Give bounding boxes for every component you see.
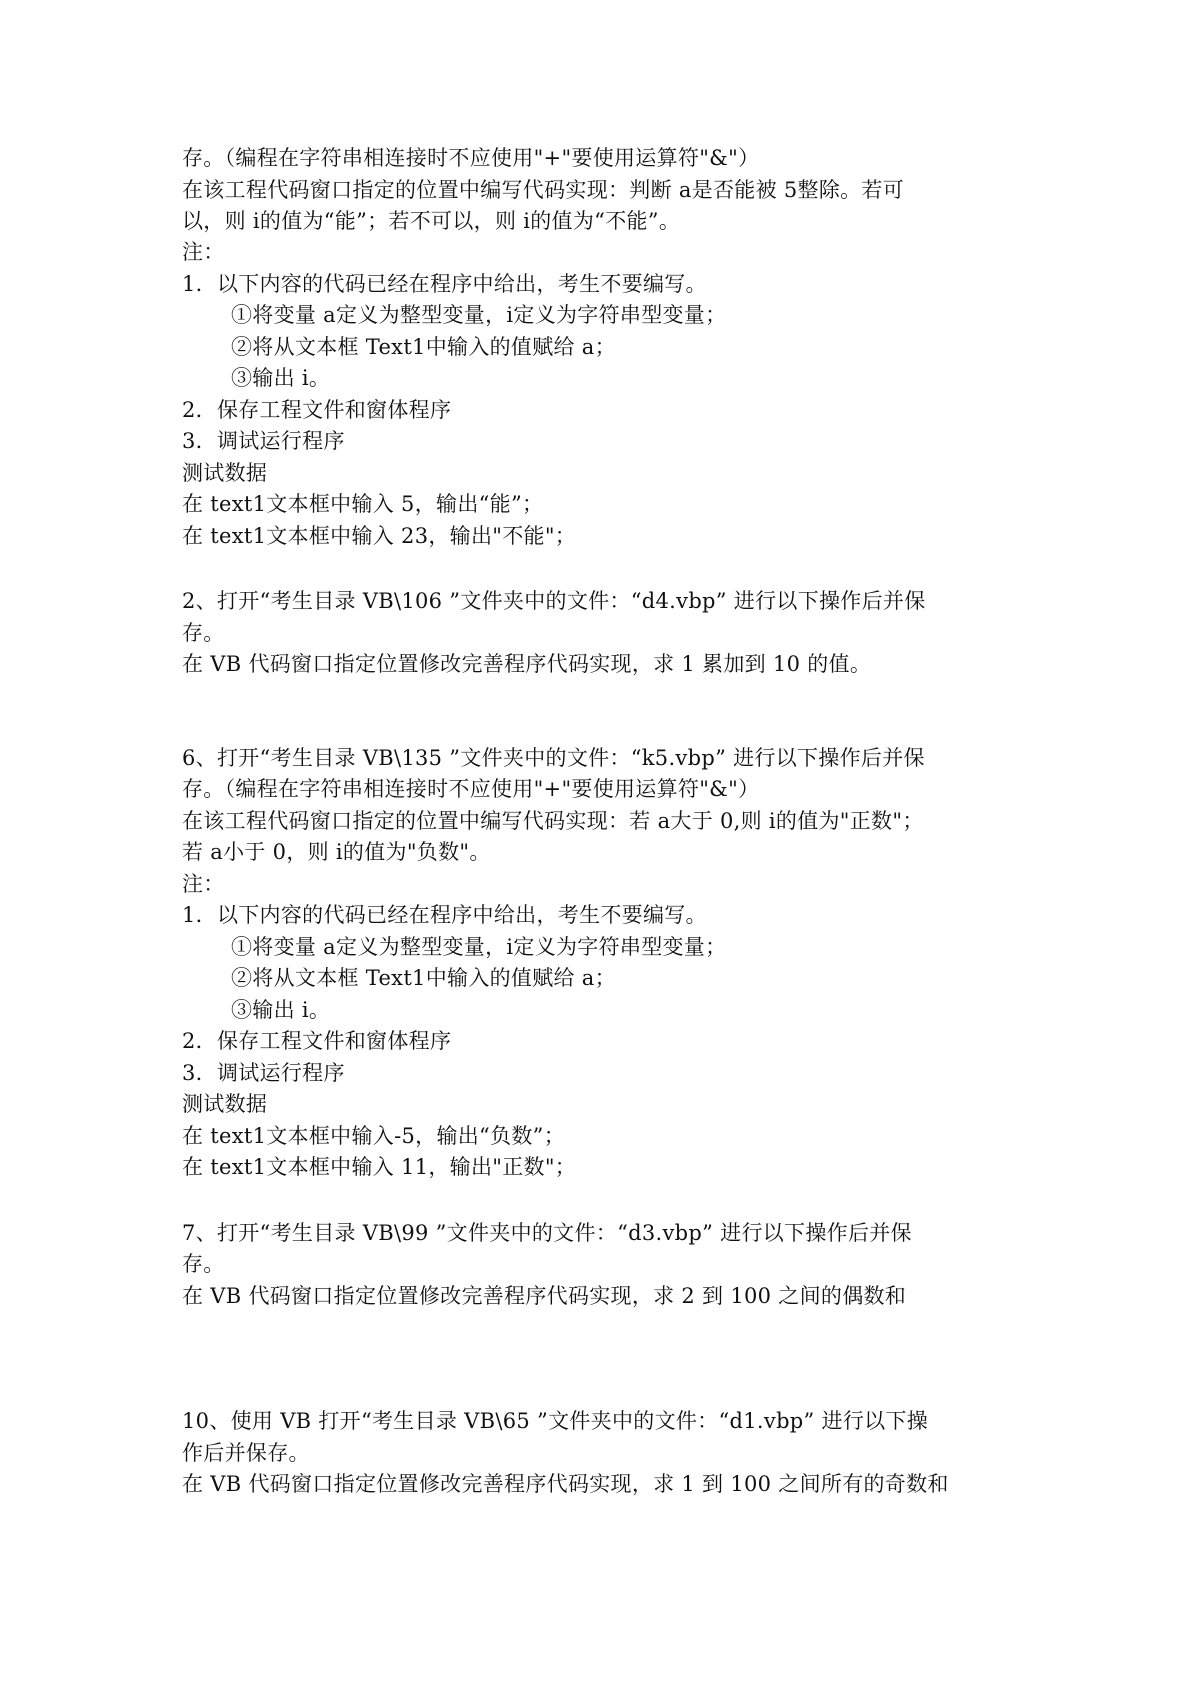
text-line: 若 a小于 0，则 i的值为"负数"。 [182, 840, 491, 864]
text-line: 2．保存工程文件和窗体程序 [182, 1029, 452, 1053]
text-line: 2、打开“考生目录 VB\106 ”文件夹中的文件：“d4.vbp” 进行以下操作后并保 [182, 589, 926, 613]
text-line: 测试数据 [182, 461, 268, 485]
text-line: 在 VB 代码窗口指定位置修改完善程序代码实现，求 1 到 100 之间所有的奇数和 [182, 1472, 949, 1496]
text-line: 2．保存工程文件和窗体程序 [182, 398, 452, 422]
text-line: 在 VB 代码窗口指定位置修改完善程序代码实现，求 1 累加到 10 的值。 [182, 652, 872, 676]
text-line: 测试数据 [182, 1092, 268, 1116]
text-line: ③输出 i。 [231, 366, 331, 390]
text-line: 在该工程代码窗口指定的位置中编写代码实现：判断 a是否能被 5整除。若可 [182, 178, 905, 202]
text-line: 在该工程代码窗口指定的位置中编写代码实现：若 a大于 0,则 i的值为"正数"； [182, 809, 924, 833]
text-line: 3．调试运行程序 [182, 1061, 345, 1085]
text-line: 在 text1文本框中输入-5，输出“负数”； [182, 1124, 566, 1148]
text-line: 存。 [182, 1252, 225, 1276]
text-line: 3．调试运行程序 [182, 429, 345, 453]
text-line: 10、使用 VB 打开“考生目录 VB\65 ”文件夹中的文件：“d1.vbp” 进行以下操 [182, 1409, 929, 1433]
text-line: 存。（编程在字符串相连接时不应使用"+"要使用运算符"&"） [182, 777, 760, 801]
text-line: ③输出 i。 [231, 998, 331, 1022]
text-line: 存。（编程在字符串相连接时不应使用"+"要使用运算符"&"） [182, 146, 760, 170]
text-line: 注： [182, 240, 225, 264]
text-line: 以，则 i的值为“能”；若不可以，则 i的值为“不能”。 [182, 209, 681, 233]
text-line: 1．以下内容的代码已经在程序中给出，考生不要编写。 [182, 903, 707, 927]
text-line: 在 text1文本框中输入 5，输出“能”； [182, 492, 544, 516]
text-line: 作后并保存。 [182, 1441, 310, 1465]
text-line: 7、打开“考生目录 VB\99 ”文件夹中的文件：“d3.vbp” 进行以下操作后并保 [182, 1221, 912, 1245]
text-line: 6、打开“考生目录 VB\135 ”文件夹中的文件：“k5.vbp” 进行以下操作后并保 [182, 746, 925, 770]
text-line: ①将变量 a定义为整型变量，i定义为字符串型变量； [231, 935, 727, 959]
text-line: 存。 [182, 621, 225, 645]
text-line: 在 text1文本框中输入 23，输出"不能"； [182, 524, 577, 548]
text-line: 注： [182, 872, 225, 896]
text-line: 在 text1文本框中输入 11，输出"正数"； [182, 1155, 577, 1179]
text-line: ②将从文本框 Text1中输入的值赋给 a； [231, 966, 616, 990]
text-line: 1．以下内容的代码已经在程序中给出，考生不要编写。 [182, 272, 707, 296]
text-line: ①将变量 a定义为整型变量，i定义为字符串型变量； [231, 303, 727, 327]
text-line: 在 VB 代码窗口指定位置修改完善程序代码实现，求 2 到 100 之间的偶数和 [182, 1284, 907, 1308]
text-line: ②将从文本框 Text1中输入的值赋给 a； [231, 335, 616, 359]
